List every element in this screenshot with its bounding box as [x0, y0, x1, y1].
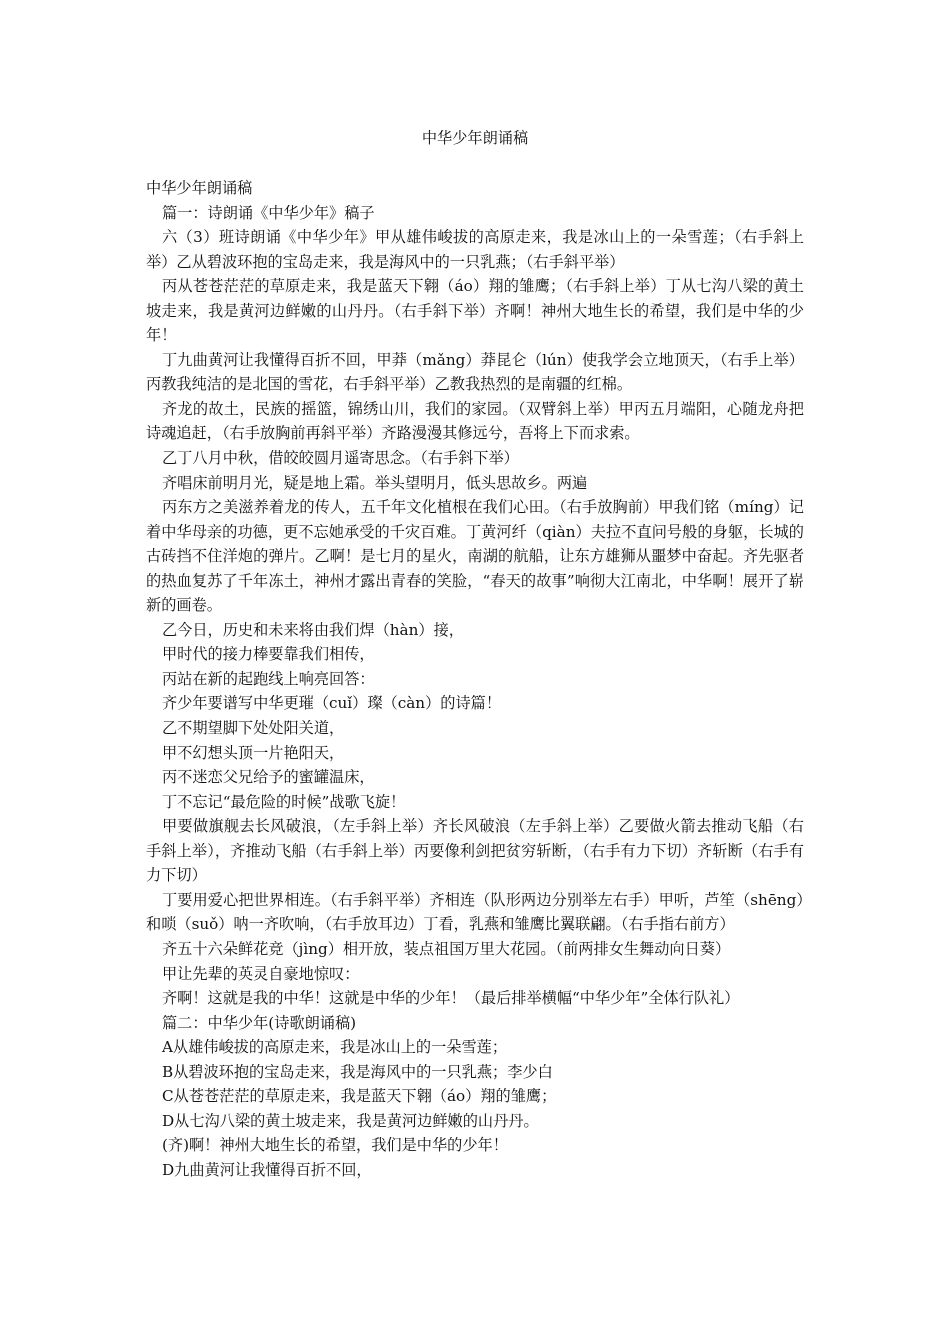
paragraph: 丁不忘记“最危险的时候”战歌飞旋！: [161, 792, 406, 811]
paragraph: 乙今日，历史和未来将由我们焊（hàn）接，: [161, 620, 464, 639]
paragraph: 齐少年要谱写中华更璀（cuǐ）璨（càn）的诗篇！: [161, 694, 502, 713]
paragraph: 丙从苍苍茫茫的草原走来，我是蓝天下翱（áo）翔的雏鹰；（右手斜上举）丁从七沟八梁的黄土坡走来，我是黄河边鲜嫩的山丹丹。（右手斜下举）齐啊！神州大地生长的希望，我们是中华的少年！: [146, 277, 804, 345]
paragraph: 齐龙的故土，民族的摇篮，锦绣山川，我们的家园。（双臂斜上举）甲丙五月端阳，心随龙舟把诗魂追赶，（右手放胸前再斜平举）齐路漫漫其修远兮，吾将上下而求索。: [146, 399, 804, 443]
paragraph: 齐啊！这就是我的中华！这就是中华的少年！（最后排举横幅“中华少年”全体行队礼）: [161, 989, 740, 1008]
paragraph: 丙东方之美滋养着龙的传人，五千年文化植根在我们心田。（右手放胸前）甲我们铭（míng）记着中华母亲的功德，更不忘她承受的千灾百难。丁黄河纤（qiàn）夫拉不直问号般的身躯，长城的古砖挡不住洋炮的弹片。乙啊！是七月的星火，南湖的航船，让东方雄狮从噩梦中奋起。齐先驱者的热血复苏了千年冻土，神州才露出青春的笑脸，“春天的故事”响彻大江南北，中华啊！展开了崭新的画卷。: [146, 498, 804, 615]
paragraph: 丙站在新的起跑线上响亮回答：: [161, 669, 375, 688]
paragraph: 齐唱床前明月光，疑是地上霜。举头望明月，低头思故乡。两遍: [161, 473, 588, 492]
paragraph: D从七沟八梁的黄土坡走来，我是黄河边鲜嫩的山丹丹。: [161, 1111, 539, 1130]
paragraph: 齐五十六朵鲜花竞（jìng）相开放，装点祖国万里大花园。（前两排女生舞动向日葵）: [161, 939, 731, 958]
paragraph: 中华少年朗诵稿: [146, 179, 253, 197]
paragraph: 甲要做旗舰去长风破浪，（左手斜上举）齐长风破浪（左手斜上举）乙要做火箭去推动飞船（右手斜上举），齐推动飞船（右手斜上举）丙要像利剑把贫穷斩断，（右手有力下切）齐斩断（右手有力下切）: [146, 817, 804, 885]
paragraph: 甲让先辈的英灵自豪地惊叹：: [161, 964, 360, 983]
paragraph: C从苍苍茫茫的草原走来，我是蓝天下翱（áo）翔的雏鹰；: [161, 1087, 557, 1106]
paragraph: 篇一：诗朗诵《中华少年》稿子: [161, 203, 375, 222]
paragraph: 丁要用爱心把世界相连。（右手斜平举）齐相连（队形两边分别举左右手）甲听，芦笙（shēng）和唢（suǒ）呐一齐吹响，（右手放耳边）丁看，乳燕和雏鹰比翼联翩。（右手指右前方）: [146, 890, 804, 934]
paragraph: (齐)啊！神州大地生长的希望，我们是中华的少年！: [161, 1136, 508, 1155]
paragraph: B从碧波环抱的宝岛走来，我是海风中的一只乳燕；李少白: [161, 1062, 553, 1081]
paragraph: 甲时代的接力棒要靠我们相传，: [161, 645, 375, 664]
paragraph: 甲不幻想头顶一片艳阳天，: [161, 743, 345, 762]
paragraph: D九曲黄河让我懂得百折不回，: [161, 1160, 372, 1179]
paragraph: 乙不期望脚下处处阳关道，: [161, 719, 345, 738]
document-title: 中华少年朗诵稿: [421, 129, 529, 147]
paragraph: 篇二：中华少年(诗歌朗诵稿): [161, 1013, 357, 1032]
paragraph: A从雄伟峻拔的高原走来，我是冰山上的一朵雪莲；: [161, 1038, 508, 1057]
paragraph: 丁九曲黄河让我懂得百折不回，甲莽（mǎng）莽昆仑（lún）使我学会立地顶天，（右手上举）丙教我纯洁的是北国的雪花，右手斜平举）乙教我热烈的是南疆的红棉。: [146, 350, 804, 394]
paragraph: 六（3）班诗朗诵《中华少年》甲从雄伟峻拔的高原走来，我是冰山上的一朵雪莲；（右手斜上举）乙从碧波环抱的宝岛走来，我是海风中的一只乳燕；（右手斜平举）: [146, 228, 804, 271]
paragraph: 丙不迷恋父兄给予的蜜罐温床，: [161, 768, 375, 787]
document-body: [146, 176, 804, 1182]
paragraph: 乙丁八月中秋，借皎皎圆月遥寄思念。（右手斜下举）: [161, 449, 519, 468]
